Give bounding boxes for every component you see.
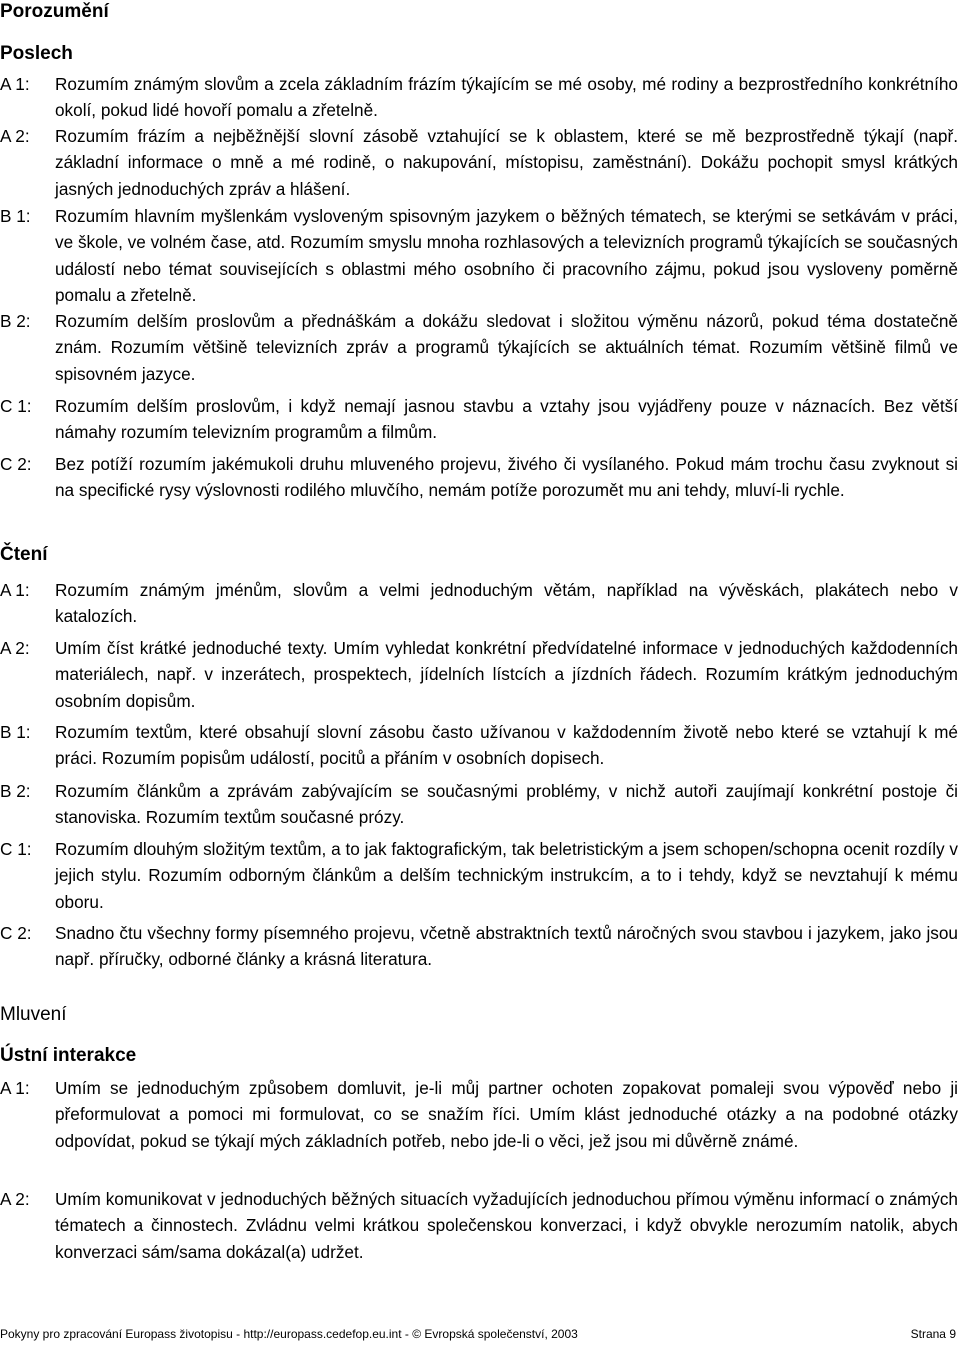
level-description: Umím číst krátké jednoduché texty. Umím vyhledat konkrétní předvídatelné informace v jednoduchých každodenních materiálech, např. v inzerátech, prospektech, jídelních lístcích a jízdních řádech. Rozumím krátkým jednoduchým osobním dopisům. (55, 638, 958, 711)
mluveni-entry-a2 (0, 1186, 958, 1265)
poslech-entry-c1 (0, 393, 958, 446)
level-label: B 1: (0, 206, 31, 226)
level-description: Rozumím dlouhým složitým textům, a to jak faktografickým, tak beletristickým a jsem schopen/schopna ocenit rozdíly v jejich stylu. Rozumím odborným článkům a delším technickým instrukcím, a to i tehdy, když se nevztahují k mému oboru. (55, 839, 958, 912)
subsection-heading-ustni-interakce: Ústní interakce (0, 1045, 137, 1066)
level-label: A 2: (0, 1189, 30, 1209)
level-description: Rozumím textům, které obsahují slovní zásobu často užívanou v každodenním životě nebo které se vztahují k mé práci. Rozumím popisům událostí, pocitů a přáním v osobních dopisech. (55, 722, 958, 769)
cteni-entry-b1 (0, 719, 958, 772)
level-description: Rozumím známým jménům, slovům a velmi jednoduchým větám, například na vývěskách, plakátech nebo v katalozích. (55, 580, 958, 627)
cteni-entry-c2 (0, 920, 958, 973)
level-label: A 2: (0, 638, 30, 658)
level-description: Snadno čtu všechny formy písemného projevu, včetně abstraktních textů náročných svou stavbou i jazykem, jako jsou např. příručky, odborné články a krásná literatura. (55, 923, 958, 970)
section-heading-mluveni: Mluvení (0, 1004, 67, 1025)
level-label: A 1: (0, 74, 30, 94)
section-heading-cteni: Čtení (0, 544, 48, 565)
level-label: C 1: (0, 396, 32, 416)
poslech-entry-b1 (0, 203, 958, 308)
level-label: A 2: (0, 126, 30, 146)
poslech-entry-a2 (0, 123, 958, 202)
level-description: Rozumím článkům a zprávám zabývajícím se současnými problémy, v nichž autoři zaujímají konkrétní postoje či stanoviska. Rozumím textům současné prózy. (55, 781, 958, 828)
cteni-entry-a1 (0, 577, 958, 630)
section-heading-poslech: Poslech (0, 43, 73, 64)
poslech-entry-b2 (0, 308, 958, 387)
cteni-entry-b2 (0, 778, 958, 831)
level-description: Umím komunikovat v jednoduchých běžných situacích vyžadujících jednoduchou přímou výměnu informací o známých tématech a činnostech. Zvládnu velmi krátkou společenskou konverzaci, i když obvykle nerozumím natolik, abych konverzaci sám/sama dokázal(a) udržet. (55, 1189, 958, 1262)
level-description: Bez potíží rozumím jakémukoli druhu mluveného projevu, živého či vysílaného. Pokud mám trochu času zvyknout si na specifické rysy výslovnosti rodilého mluvčího, nemám potíže porozumět mu ani tehdy, mluví-li rychle. (55, 454, 958, 501)
level-description: Rozumím delším proslovům a přednáškám a dokážu sledovat i složitou výměnu názorů, pokud téma dostatečně znám. Rozumím většině televizních zpráv a programů týkajících se aktuálních témat. Rozumím většině filmů ve spisovném jazyce. (55, 311, 958, 384)
level-label: B 2: (0, 781, 31, 801)
level-description: Rozumím delším proslovům, i když nemají jasnou stavbu a vztahy jsou vyjádřeny pouze v náznacích. Bez větší námahy rozumím televizním programům a filmům. (55, 396, 958, 443)
poslech-entry-a1 (0, 71, 958, 124)
level-label: B 1: (0, 722, 31, 742)
mluveni-entry-a1 (0, 1075, 958, 1154)
cteni-entry-c1 (0, 836, 958, 915)
level-label: B 2: (0, 311, 31, 331)
level-label: A 1: (0, 580, 30, 600)
level-label: A 1: (0, 1078, 30, 1098)
level-description: Umím se jednoduchým způsobem domluvit, je-li můj partner ochoten zopakovat pomaleji svou výpověď nebo ji přeformulovat a pomoci mi formulovat, co se snažím říci. Umím klást jednoduché otázky a na podobné otázky odpovídat, pokud se týkají mých základních potřeb, nebo jde-li o věci, jež jsou mi důvěrně známé. (55, 1078, 958, 1151)
level-label: C 2: (0, 923, 32, 943)
poslech-entry-c2 (0, 451, 958, 504)
page-number: Strana 9 (910, 1327, 956, 1341)
page-title: Porozumění (0, 1, 109, 22)
level-description: Rozumím známým slovům a zcela základním frázím týkajícím se mé osoby, mé rodiny a bezprostředního konkrétního okolí, pokud lidé hovoří pomalu a zřetelně. (55, 74, 958, 121)
level-description: Rozumím frázím a nejběžnější slovní zásobě vztahující se k oblastem, které se mě bezprostředně týkají (např. základní informace o mně a mé rodině, o nakupování, místopisu, zaměstnání). Dokážu pochopit smysl krátkých jasných jednoduchých zpráv a hlášení. (55, 126, 958, 199)
level-description: Rozumím hlavním myšlenkám vysloveným spisovným jazykem o běžných tématech, se kterými se setkávám v práci, ve škole, ve volném čase, atd. Rozumím smyslu mnoha rozhlasových a televizních programů týkajících se současných událostí nebo témat souvisejících s oblastmi mého osobního či pracovního zájmu, pokud jsou vysloveny poměrně pomalu a zřetelně. (55, 206, 958, 305)
level-label: C 1: (0, 839, 32, 859)
level-label: C 2: (0, 454, 32, 474)
cteni-entry-a2 (0, 635, 958, 714)
footer-source-note: Pokyny pro zpracování Europass životopisu - http://europass.cedefop.eu.int - © Evropská společenství, 2003 (0, 1327, 578, 1341)
